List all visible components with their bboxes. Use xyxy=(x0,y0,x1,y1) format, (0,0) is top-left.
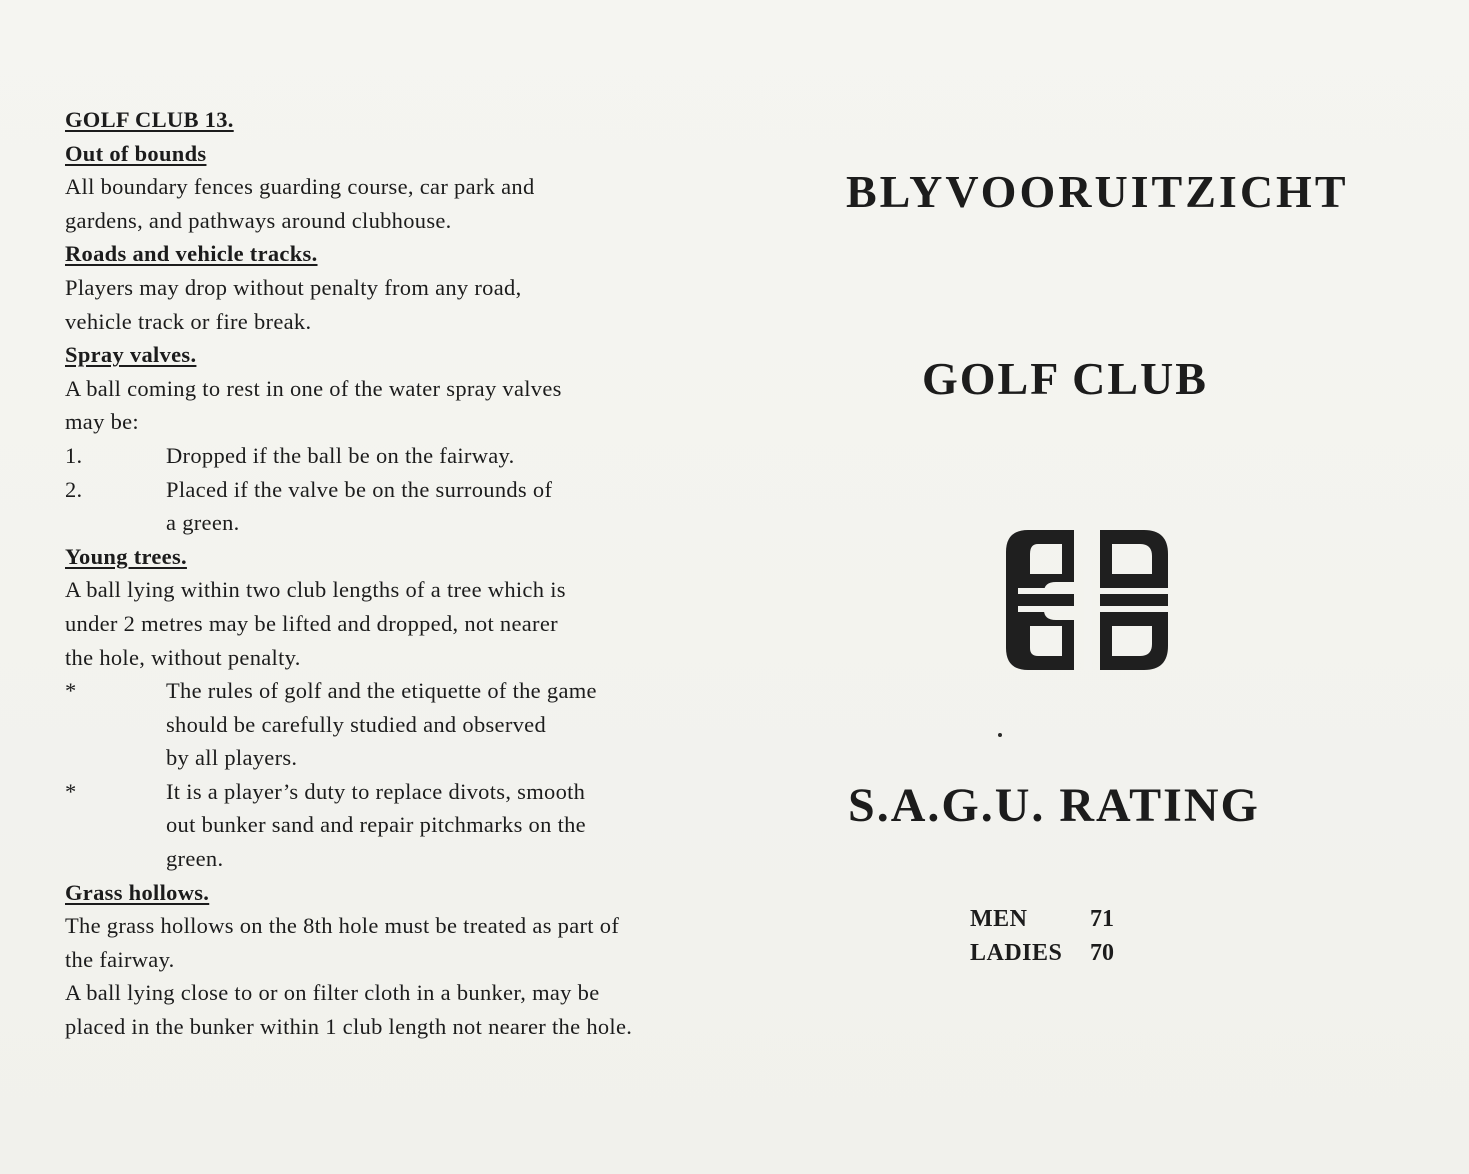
young-trees-text xyxy=(65,573,765,674)
text-line: the fairway. xyxy=(65,946,175,972)
text-line: the hole, without penalty. xyxy=(65,644,301,670)
club-subtitle: GOLF CLUB xyxy=(922,353,1208,404)
grass-hollows-text xyxy=(65,909,765,1043)
spray-valves-text xyxy=(65,372,765,439)
etiquette-note xyxy=(65,674,765,775)
text-line: All boundary fences guarding course, car park and xyxy=(65,174,535,200)
rating-value: 70 xyxy=(1090,940,1114,966)
item-number: 2. xyxy=(65,476,83,502)
cover-panel xyxy=(800,0,1360,1174)
rules-title: GOLF CLUB 13. xyxy=(65,107,234,132)
text-line: by all players. xyxy=(166,745,298,771)
item-text xyxy=(166,473,765,540)
text-line: It is a player’s duty to replace divots, smooth xyxy=(166,778,586,804)
asterisk-bullet: * xyxy=(65,778,77,804)
text-line: Dropped if the ball be on the fairway. xyxy=(166,442,515,468)
rating-label: MEN xyxy=(970,906,1028,932)
rating-value: 71 xyxy=(1090,906,1114,932)
local-rules-panel xyxy=(65,103,765,1044)
text-line: vehicle track or fire break. xyxy=(65,308,312,334)
text-line: green. xyxy=(166,846,224,872)
rating-title: S.A.G.U. RATING xyxy=(848,779,1260,832)
text-line: A ball lying within two club lengths of a tree which is xyxy=(65,577,566,603)
text-line: A ball coming to rest in one of the water spray valves xyxy=(65,375,562,401)
asterisk-bullet: * xyxy=(65,678,77,704)
divots-note xyxy=(65,775,765,876)
young-trees-heading: Young trees. xyxy=(65,543,187,569)
item-number: 1. xyxy=(65,442,83,468)
text-line: Players may drop without penalty from any road, xyxy=(65,274,522,300)
roads-heading: Roads and vehicle tracks. xyxy=(65,241,318,267)
rating-row-men xyxy=(970,902,1114,936)
ratings-table xyxy=(970,902,1114,970)
club-name: BLYVOORUITZICHT xyxy=(846,166,1349,217)
item-text xyxy=(166,674,765,775)
text-line: under 2 metres may be lifted and dropped, not nearer xyxy=(65,610,558,636)
text-line: may be: xyxy=(65,409,139,435)
text-line: out bunker sand and repair pitchmarks on the xyxy=(166,812,586,838)
text-line: gardens, and pathways around clubhouse. xyxy=(65,207,452,233)
text-line: should be carefully studied and observed xyxy=(166,711,547,737)
text-line: The grass hollows on the 8th hole must be treated as part of xyxy=(65,913,620,939)
out-of-bounds-text xyxy=(65,170,765,237)
out-of-bounds-heading: Out of bounds xyxy=(65,140,207,166)
text-line: placed in the bunker within 1 club length not nearer the hole. xyxy=(65,1014,633,1040)
item-text xyxy=(166,439,765,473)
ink-speck xyxy=(998,733,1002,737)
text-line: a green. xyxy=(166,510,240,536)
spray-valves-item-2 xyxy=(65,473,765,540)
spray-valves-heading: Spray valves. xyxy=(65,342,197,368)
rating-label: LADIES xyxy=(970,940,1063,966)
text-line: The rules of golf and the etiquette of the game xyxy=(166,678,597,704)
grass-hollows-heading: Grass hollows. xyxy=(65,879,210,905)
item-text xyxy=(166,775,765,876)
rating-row-ladies xyxy=(970,936,1114,970)
spray-valves-item-1 xyxy=(65,439,765,473)
text-line: A ball lying close to or on filter cloth in a bunker, may be xyxy=(65,980,600,1006)
roads-text xyxy=(65,271,765,338)
text-line: Placed if the valve be on the surrounds of xyxy=(166,476,553,502)
club-emblem-icon xyxy=(1006,530,1168,670)
